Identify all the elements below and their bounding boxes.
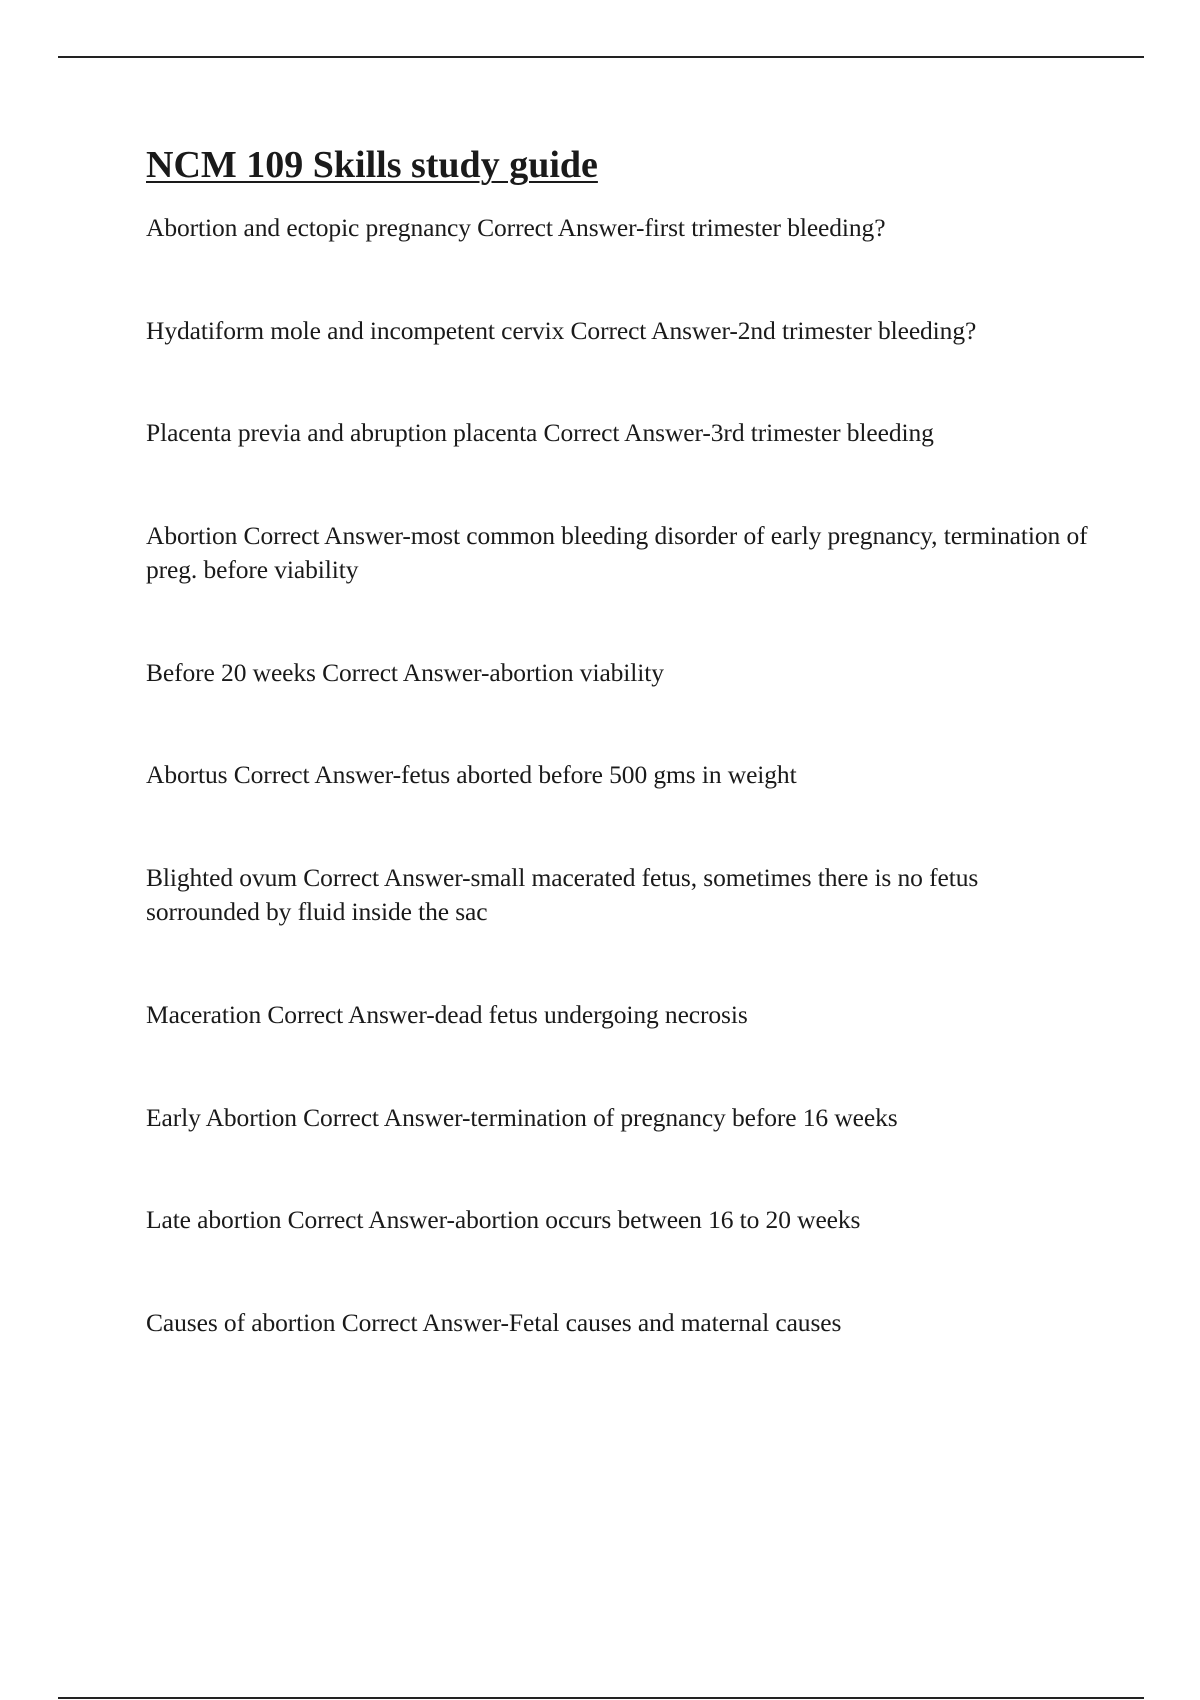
study-entry: Early Abortion Correct Answer-termination of pregnancy before 16 weeks [146,1103,898,1132]
header-rule [58,56,1144,58]
study-entry: Causes of abortion Correct Answer-Fetal causes and maternal causes [146,1308,842,1337]
study-entry: Abortion and ectopic pregnancy Correct Answer-first trimester bleeding? [146,213,886,242]
study-entry: Hydatiform mole and incompetent cervix Correct Answer-2nd trimester bleeding? [146,316,977,345]
study-entry: Blighted ovum Correct Answer-small macerated fetus, sometimes there is no fetus sorrounded by fluid inside the sac [146,863,979,926]
footer-rule [58,1697,1144,1699]
study-entry: Abortion Correct Answer-most common bleeding disorder of early pregnancy, termination of preg. before viability [146,521,1088,584]
study-entry: Abortus Correct Answer-fetus aborted before 500 gms in weight [146,760,797,789]
page-title: NCM 109 Skills study guide [146,144,598,186]
study-entry: Late abortion Correct Answer-abortion occurs between 16 to 20 weeks [146,1205,861,1234]
study-entry: Placenta previa and abruption placenta Correct Answer-3rd trimester bleeding [146,418,934,447]
study-entry: Maceration Correct Answer-dead fetus undergoing necrosis [146,1000,748,1029]
study-entry: Before 20 weeks Correct Answer-abortion viability [146,658,664,687]
